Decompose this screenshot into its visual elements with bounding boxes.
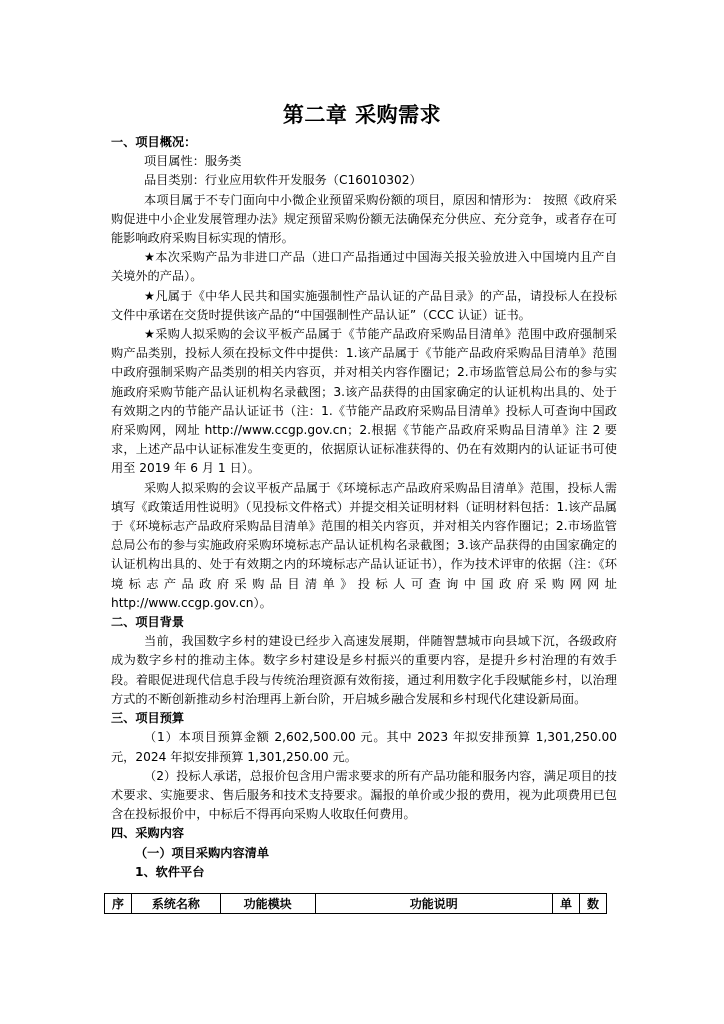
page-title: 第二章 采购需求 bbox=[282, 103, 442, 127]
procurement-table bbox=[104, 893, 607, 914]
subheading-software-platform: 1、软件平台 bbox=[135, 864, 205, 879]
table-header-row bbox=[105, 894, 607, 914]
paragraph-budget-amount: （1）本项目预算金额 2,602,500.00 元。其中 2023 年拟安排预算 1,301,250.00 元，2024 年拟安排预算 1,301,250.00 元。 bbox=[111, 730, 617, 764]
col-header-quantity: 数 bbox=[579, 894, 606, 914]
subheading-procurement-list: （一）项目采购内容清单 bbox=[135, 845, 270, 860]
project-attribute: 项目属性：服务类 bbox=[144, 154, 242, 169]
paragraph-background: 当前，我国数字乡村的建设已经步入高速发展期，伴随智慧城市向县域下沉，各级政府成为数字乡村的推动主体。数字乡村建设是乡村振兴的重要内容，是提升乡村治理的有效手段。着眼促进现代信息手段与传统治理资源有效衔接，通过利用数字化手段赋能乡村，以治理方式的不断创新推动乡村治理再上新台阶，开启城乡融合发展和乡村现代化建设新局面。 bbox=[111, 634, 617, 706]
col-header-unit: 单 bbox=[553, 894, 580, 914]
document-body bbox=[111, 133, 617, 882]
col-header-description: 功能说明 bbox=[315, 894, 552, 914]
section-heading-contents: 四、采购内容 bbox=[111, 826, 185, 841]
paragraph-non-imported: ★本次采购产品为非进口产品（进口产品指通过中国海关报关验放进入中国境内且产自关境外的产品）。 bbox=[111, 250, 617, 284]
paragraph-budget-commitment: （2）投标人承诺，总报价包含用户需求要求的所有产品功能和服务内容，满足项目的技术要求、实施要求、售后服务和技术支持要求。漏报的单价或少报的费用，视为此项费用已包含在投标报价中，中标后不得再向采购人收取任何费用。 bbox=[111, 768, 617, 822]
col-header-index: 序 bbox=[105, 894, 132, 914]
section-heading-overview: 一、项目概况： bbox=[111, 135, 197, 149]
paragraph-ccc-certificate: ★凡属于《中华人民共和国实施强制性产品认证的产品目录》的产品，请投标人在投标文件中承诺在交货时提供该产品的“中国强制性产品认证”（CCC 认证）证书。 bbox=[111, 288, 617, 322]
section-heading-budget: 三、项目预算 bbox=[111, 711, 185, 726]
item-category: 品目类别：行业应用软件开发服务（C16010302） bbox=[144, 173, 422, 188]
col-header-module: 功能模块 bbox=[220, 894, 315, 914]
paragraph-energy-saving: ★采购人拟采购的会议平板产品属于《节能产品政府采购品目清单》范围中政府强制采购产品类别，投标人须在投标文件中提供：1.该产品属于《节能产品政府采购品目清单》范围中政府强制采购产品类别的相关内容页，并对相关内容作圈记；2.市场监管总局公布的参与实施政府采购节能产品认证机构名录截图；3.该产品获得的由国家确定的认证机构出具的、处于有效期之内的节能产品认证证书（注：1.《节能产品政府采购品目清单》投标人可查询中国政府采购网，网址 http://www.ccgp.gov.cn；2.根据《节能产品政府采购品目清单》注 2 要求，上述产品中认证标准发生变更的，依据原认证标准获得的、仍在有效期内的认证证书可使用至 2019 年 6 月 1 日）。 bbox=[111, 327, 617, 476]
paragraph-sme-reservation: 本项目属于不专门面向中小微企业预留采购份额的项目，原因和情形为： 按照《政府采购促进中小企业发展管理办法》规定预留采购份额无法确保充分供应、充分竞争，或者存在可能影响政府采购目标实现的情形。 bbox=[111, 192, 617, 246]
section-heading-background: 二、项目背景 bbox=[111, 615, 185, 630]
col-header-system-name: 系统名称 bbox=[131, 894, 220, 914]
paragraph-eco-label: 采购人拟采购的会议平板产品属于《环境标志产品政府采购品目清单》范围，投标人需填写《政策适用性说明》（见投标文件格式）并提交相关证明材料（证明材料包括：1.该产品属于《环境标志产品政府采购品目清单》范围的相关内容页，并对相关内容作圈记；2.市场监管总局公布的参与实施政府采购环境标志产品认证机构名录截图；3.该产品获得的由国家确定的认证机构出具的、处于有效期之内的环境标志产品认证证书），作为技术评审的依据（注：《环境标志产品政府采购品目清单》投标人可查询中国政府采购网网址 http://www.ccgp.gov.cn）。 bbox=[111, 480, 617, 610]
